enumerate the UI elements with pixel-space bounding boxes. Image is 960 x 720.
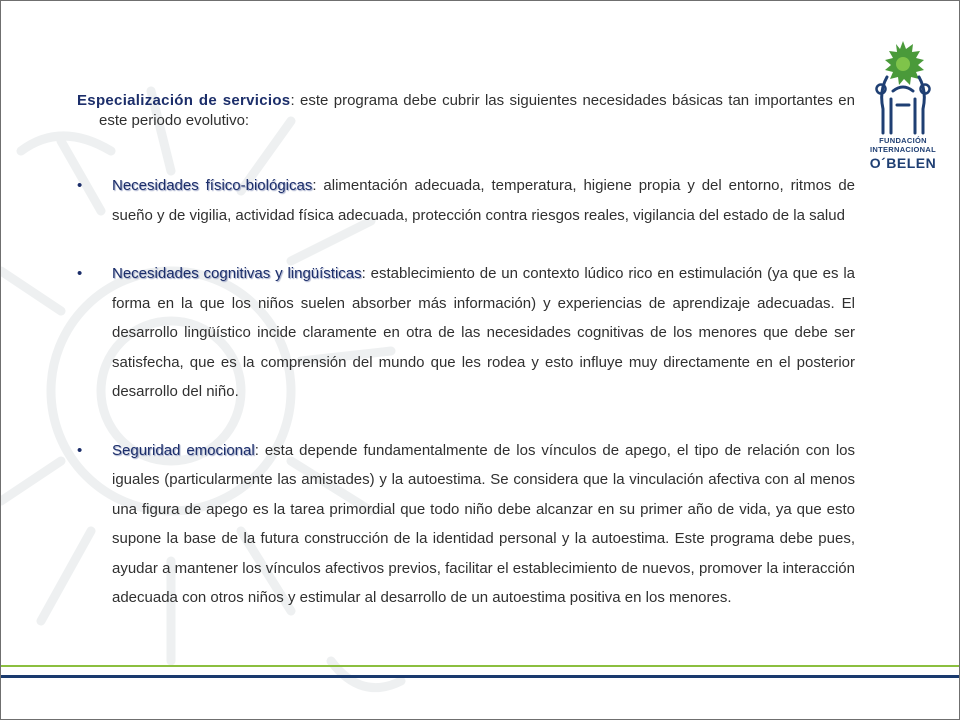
slide-content [77, 91, 855, 613]
bullet-icon: • [77, 441, 83, 459]
footer-green-rule [1, 665, 959, 667]
bullet-icon: • [77, 265, 83, 282]
logo-line-obelen: O´BELEN [869, 155, 937, 171]
sunflower-children-icon [869, 39, 937, 137]
item-term: Seguridad emocional [112, 441, 255, 459]
item-text: : alimentación adecuada, temperatura, higiene propia y del entorno, ritmos de sueño y de vigilia, actividad física adecuada, protección contra riesgos reales, vigilancia del estado de la salud [112, 177, 855, 224]
bullet-icon: • [77, 177, 83, 194]
item-text: : establecimiento de un contexto lúdico rico en estimulación (ya que es la forma en la que los niños suelen absorber más información) y experiencias de aprendizaje adecuadas. El desarrollo lingüístico incide claramente en otra de las necesidades cognitivas de los menores que debe ser satisfecha, que es la comprensión del mundo que les rodea y esto influye muy directamente en el posterior desarrollo del niño. [112, 265, 856, 400]
logo-line-fundacion: FUNDACIÓN [879, 136, 927, 145]
item-term: Necesidades físico-biológicas [112, 177, 313, 194]
fundacion-logo [869, 39, 937, 187]
intro-paragraph [77, 91, 855, 131]
footer-blue-rule [1, 675, 959, 678]
bullet-item-emotional-security [77, 436, 855, 613]
bullet-item-cognitive-needs [77, 259, 855, 407]
logo-line-internacional: INTERNACIONAL [870, 145, 936, 154]
item-term: Necesidades cognitivas y lingüísticas [112, 265, 362, 282]
bullet-item-physical-needs [77, 171, 855, 230]
intro-heading: Especialización de servicios [77, 92, 291, 109]
item-text: : esta depende fundamentalmente de los vínculos de apego, el tipo de relación con los iguales (particularmente las amistades) y la autoestima. Se considera que la vinculación afectiva con al menos una figura de apego es la tarea primordial que todo niño debe alcanzar en su primer año de vida, ya que esto supone la base de la futura construcción de la identidad personal y la autoestima. Este programa debe pues, ayudar a mantener los vínculos afectivos previos, facilitar el establecimiento de nuevos, promover la interacción adecuada con otros niños y estimular al desarrollo de un autoestima positiva en los menores. [112, 441, 856, 606]
intro-text: : este programa debe cubrir las siguientes necesidades básicas tan importantes en este periodo evolutivo: [99, 92, 855, 129]
